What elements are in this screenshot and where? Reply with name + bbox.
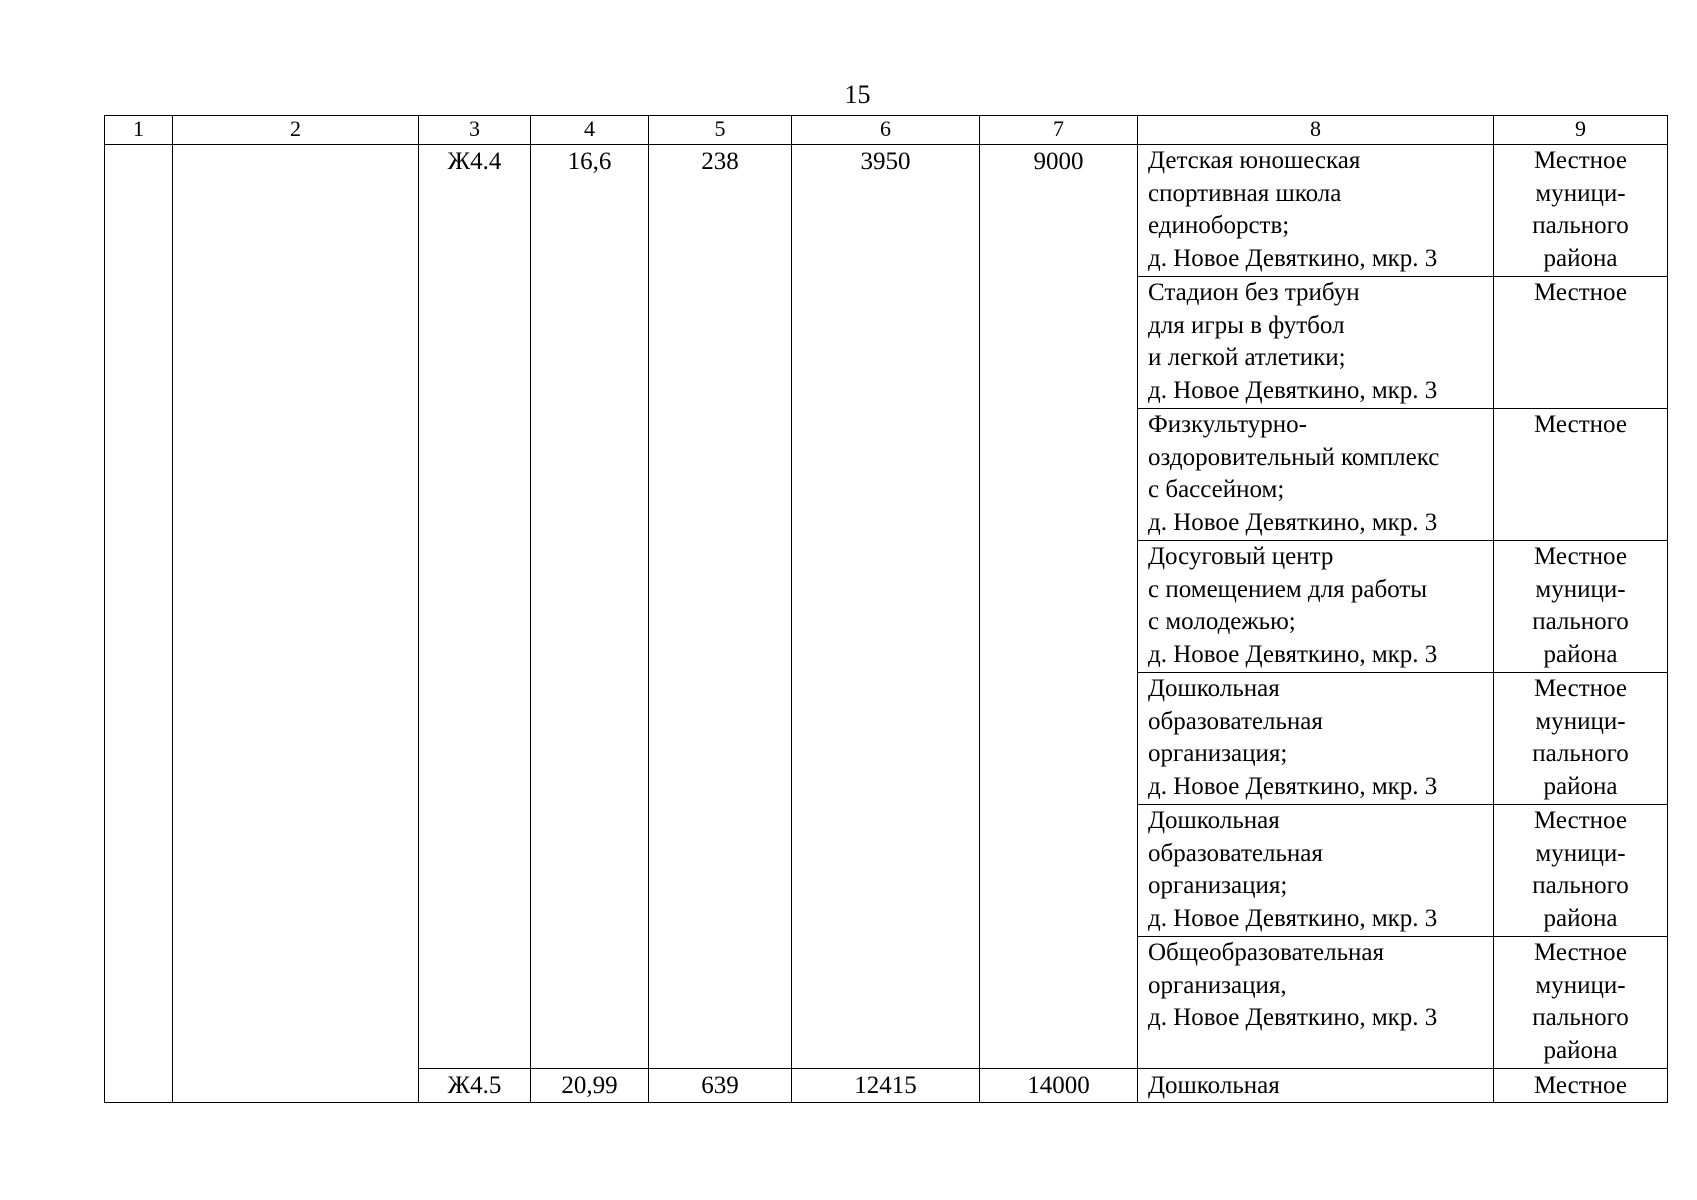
cell-object [1138,145,1494,277]
cell-significance [1494,805,1668,937]
cell-line: муници- [1535,575,1626,603]
cell-col7: 14000 [980,1069,1138,1103]
cell-significance [1494,145,1668,277]
column-number: 8 [1138,116,1494,145]
cell-line: муници- [1535,839,1626,867]
cell-col5: 639 [649,1069,792,1103]
column-number: 5 [649,116,792,145]
cell-area: 16,6 [531,145,649,1069]
cell-zone-code: Ж4.5 [419,1069,531,1103]
cell-line: д. Новое Девяткино, мкр. 3 [1148,509,1438,537]
cell-significance [1494,937,1668,1069]
cell-line: единоборств; [1148,212,1290,240]
cell-line: Местное [1534,147,1627,174]
cell-line: образовательная [1148,839,1323,867]
cell-line: пального [1532,740,1629,768]
cell-line: д. Новое Девяткино, мкр. 3 [1148,1004,1438,1032]
cell-col6: 12415 [792,1069,980,1103]
cell-line: д. Новое Девяткино, мкр. 3 [1148,641,1438,669]
cell-line: Детская юношеская [1148,147,1361,174]
cell-line: с молодежью; [1148,608,1296,636]
cell-significance: Местное [1494,1069,1668,1103]
cell-line: района [1543,245,1618,273]
cell-line: д. Новое Девяткино, мкр. 3 [1148,905,1438,933]
column-number: 1 [105,116,173,145]
cell-line: муници- [1535,971,1626,999]
cell-zone-name [173,145,419,1103]
cell-object [1138,277,1494,409]
cell-significance [1494,541,1668,673]
cell-line: для игры в футбол [1148,311,1345,339]
cell-line: образовательная [1148,707,1323,735]
cell-line: пального [1532,872,1629,900]
cell-line: пального [1532,608,1629,636]
cell-row-number [105,145,173,1103]
cell-line: д. Новое Девяткино, мкр. 3 [1148,773,1438,801]
cell-line: Физкультурно- [1148,411,1307,438]
cell-object: Дошкольная [1138,1069,1494,1103]
cell-area: 20,99 [531,1069,649,1103]
cell-object [1138,937,1494,1069]
cell-line: и легкой атлетики; [1148,344,1346,372]
column-number: 3 [419,116,531,145]
cell-line: пального [1532,212,1629,240]
cell-significance [1494,277,1668,409]
cell-significance [1494,409,1668,541]
column-number: 9 [1494,116,1668,145]
column-number: 7 [980,116,1138,145]
cell-line: Местное [1534,675,1627,702]
cell-line: района [1543,641,1618,669]
cell-line: с помещением для работы [1148,575,1428,603]
cell-line: района [1543,905,1618,933]
cell-line: д. Новое Девяткино, мкр. 3 [1148,245,1438,273]
cell-line: Дошкольная [1148,675,1280,702]
cell-object [1138,409,1494,541]
cell-line: муници- [1535,179,1626,207]
cell-line: Местное [1534,411,1627,438]
column-number: 6 [792,116,980,145]
cell-col7: 9000 [980,145,1138,1069]
cell-object [1138,805,1494,937]
cell-line: спортивная школа [1148,179,1342,207]
cell-object [1138,673,1494,805]
cell-line: с бассейном; [1148,476,1285,504]
cell-line: д. Новое Девяткино, мкр. 3 [1148,377,1438,405]
cell-line: Досуговый центр [1148,543,1334,570]
cell-line: района [1543,1037,1618,1065]
cell-line: Дошкольная [1148,807,1280,834]
cell-line: организация; [1148,872,1288,900]
cell-line: Стадион без трибун [1148,279,1360,306]
planning-table [104,115,1668,1103]
cell-line: организация, [1148,971,1287,999]
cell-line: муници- [1535,707,1626,735]
cell-significance [1494,673,1668,805]
cell-line: Местное [1534,939,1627,966]
cell-zone-code: Ж4.4 [419,145,531,1069]
page-number: 15 [844,80,871,109]
cell-line: Общеобразовательная [1148,939,1384,966]
cell-line: Местное [1534,279,1627,306]
column-number: 4 [531,116,649,145]
column-number-row [105,116,1668,145]
cell-line: организация; [1148,740,1288,768]
cell-line: Местное [1534,543,1627,570]
column-number: 2 [173,116,419,145]
cell-col5: 238 [649,145,792,1069]
table-row [105,145,1668,277]
cell-line: оздоровительный комплекс [1148,443,1440,471]
cell-line: пального [1532,1004,1629,1032]
cell-object [1138,541,1494,673]
cell-col6: 3950 [792,145,980,1069]
cell-line: Местное [1534,807,1627,834]
cell-line: района [1543,773,1618,801]
